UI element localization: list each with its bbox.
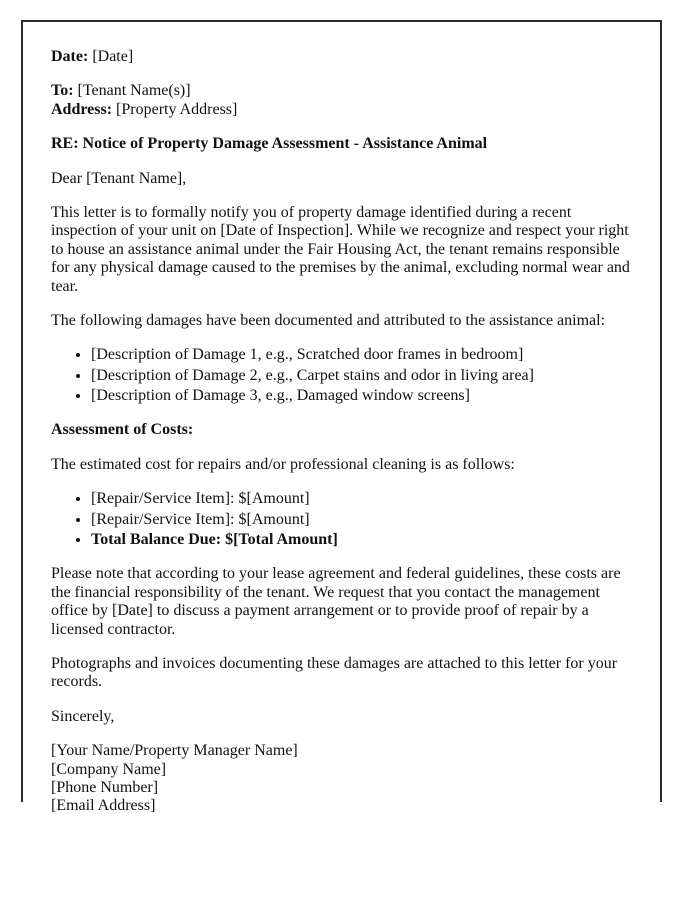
signature-company: [Company Name] (51, 760, 167, 778)
recipient-block (51, 82, 630, 119)
letter-document (21, 20, 662, 815)
responsibility-paragraph: Please note that according to your lease agreement and federal guidelines, these costs are the financial responsibility of the tenant. We request that you contact the management office by [Date] to discuss a payment arrangement or to provide proof of repair by a licensed contractor. (51, 565, 621, 638)
salutation: Dear [Tenant Name], (51, 169, 187, 187)
damage-item: • [Description of Damage 1, e.g., Scratched door frames in bedroom] (91, 346, 630, 364)
costs-heading: Assessment of Costs: (51, 421, 194, 439)
damage-list (51, 346, 630, 405)
cost-total-item: • Total Balance Due: $[Total Amount] (91, 531, 630, 549)
date-line (51, 48, 630, 66)
to-label: To: (51, 82, 74, 100)
attachments-paragraph: Photographs and invoices documenting these damages are attached to this letter for your records. (51, 654, 618, 691)
cost-list (51, 490, 630, 549)
signature-name: [Your Name/Property Manager Name] (51, 742, 298, 760)
address-label: Address: (51, 100, 113, 118)
address-value: [Property Address] (116, 100, 238, 118)
signature-block (51, 742, 630, 816)
signature-email: [Email Address] (51, 797, 156, 815)
cost-item: • [Repair/Service Item]: $[Amount] (91, 511, 630, 529)
signature-phone: [Phone Number] (51, 778, 159, 796)
damages-intro: The following damages have been documented and attributed to the assistance animal: (51, 311, 606, 329)
date-label: Date: (51, 48, 89, 65)
costs-intro: The estimated cost for repairs and/or professional cleaning is as follows: (51, 455, 515, 473)
to-value: [Tenant Name(s)] (77, 82, 191, 100)
damage-item: • [Description of Damage 2, e.g., Carpet stains and odor in living area] (91, 367, 630, 385)
intro-paragraph: This letter is to formally notify you of property damage identified during a recent inspection of your unit on [Date of Inspection]. While we recognize and respect your right to house an assistance animal under the Fair Housing Act, the tenant remains responsible for any physical damage caused to the premises by the animal, excluding normal wear and tear. (51, 203, 630, 295)
damage-item: • [Description of Damage 3, e.g., Damaged window screens] (91, 387, 630, 405)
closing: Sincerely, (51, 707, 115, 725)
cost-item: • [Repair/Service Item]: $[Amount] (91, 490, 630, 508)
subject-line: RE: Notice of Property Damage Assessment - Assistance Animal (51, 135, 488, 153)
date-value: [Date] (92, 48, 134, 65)
